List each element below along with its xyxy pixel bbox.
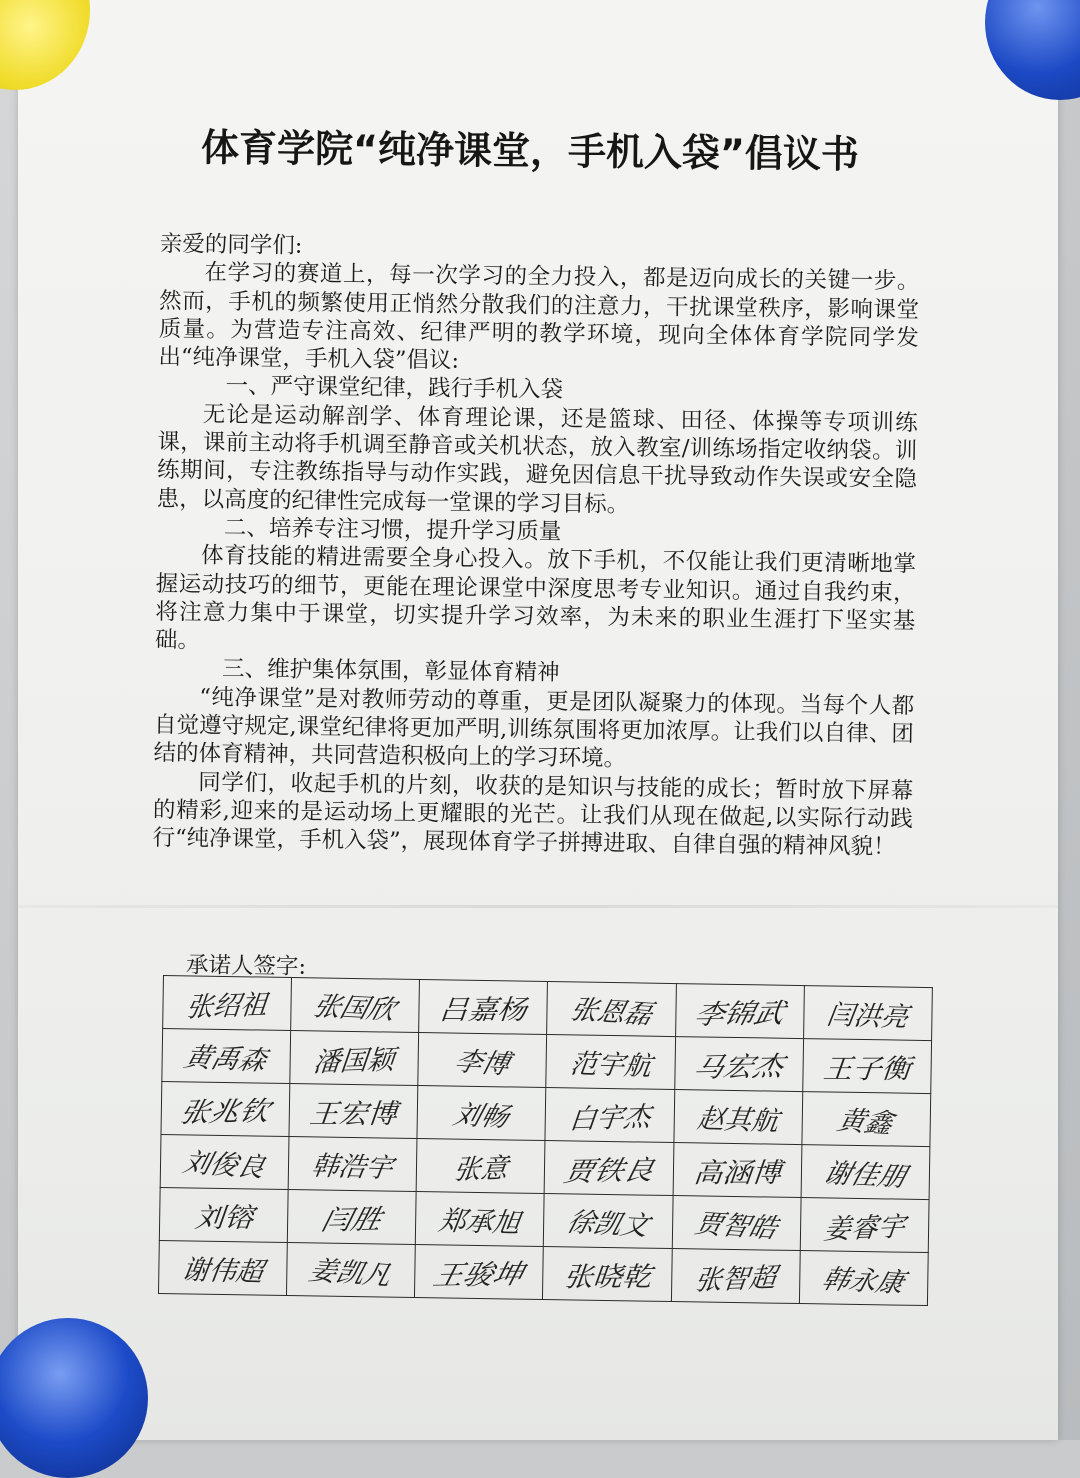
signature-row bbox=[158, 1240, 928, 1305]
handwritten-signature: 李博 bbox=[451, 1045, 513, 1081]
section-heading: 三、维护集体氛围，彰显体育精神 bbox=[221, 656, 560, 687]
closing-paragraph: 同学们，收起手机的片刻，收获的是知识与技能的成长；暂时放下屏幕的精彩,迎来的是运动场上更耀眼的光芒。让我们从现在做起,以实际行动践行“纯净课堂，手机入袋”，展现体育学子拼搏进取、自律自强的精神风貌！ bbox=[152, 769, 914, 861]
handwritten-signature: 张智超 bbox=[693, 1261, 778, 1297]
signature-cell bbox=[418, 1033, 547, 1088]
handwritten-signature: 张恩磊 bbox=[566, 993, 656, 1031]
signature-cell bbox=[545, 1141, 674, 1196]
signature-cell bbox=[160, 1134, 289, 1189]
signature-cell bbox=[544, 1194, 673, 1249]
signature-cell bbox=[419, 980, 548, 1035]
signature-cell bbox=[290, 1031, 419, 1086]
signature-cell bbox=[416, 1139, 545, 1194]
handwritten-signature: 王子衡 bbox=[821, 1053, 912, 1085]
handwritten-signature: 张绍祖 bbox=[184, 988, 269, 1024]
document-title: 体育学院“纯净课堂，手机入袋”倡议书 bbox=[200, 125, 860, 177]
signers-label: 承诺人签字: bbox=[185, 952, 307, 980]
handwritten-signature: 张意 bbox=[452, 1152, 510, 1186]
handwritten-signature: 郑承旭 bbox=[437, 1205, 523, 1239]
salutation: 亲爱的同学们: bbox=[159, 230, 303, 259]
handwritten-signature: 李锦武 bbox=[690, 997, 788, 1031]
signature-cell bbox=[674, 1090, 803, 1145]
handwritten-signature: 黄禹森 bbox=[181, 1041, 271, 1077]
signature-cell bbox=[288, 1137, 417, 1192]
signature-cell bbox=[162, 1029, 291, 1084]
handwritten-signature: 黄鑫 bbox=[834, 1104, 897, 1140]
section-paragraph: 无论是运动解剖学、体育理论课，还是篮球、田径、体操等专项训练课，课前主动将手机调至静音或关机状态，放入教室/训练场指定收纳袋。训练期间，专注教练指导与动作实践，避免因信息干扰导致动作失误或安全隐患，以高度的纪律性完成每一堂课的学习目标。 bbox=[156, 401, 918, 518]
intro-paragraph: 在学习的赛道上，每一次学习的全力投入，都是迈向成长的关键一步。然而，手机的频繁使用正悄然分散我们的注意力，干扰课堂秩序，影响课堂质量。为营造专注高效、纪律严明的教学环境，现向全体体育学院同学发出“纯净课堂，手机入袋”倡议: bbox=[158, 259, 920, 374]
handwritten-signature: 刘俊良 bbox=[179, 1146, 269, 1183]
signature-cell bbox=[547, 982, 676, 1037]
signature-cell bbox=[543, 1247, 672, 1302]
signature-cell bbox=[159, 1187, 288, 1242]
signature-cell bbox=[801, 1145, 930, 1200]
signature-cell bbox=[545, 1088, 674, 1143]
handwritten-signature: 姜凯凡 bbox=[306, 1254, 395, 1291]
handwritten-signature: 闫洪亮 bbox=[824, 999, 911, 1033]
signature-cell bbox=[546, 1035, 675, 1090]
signature-cell bbox=[803, 1039, 932, 1094]
signature-table bbox=[158, 975, 933, 1306]
signature-cell bbox=[287, 1189, 416, 1244]
signature-cell bbox=[291, 978, 420, 1033]
signature-cell bbox=[802, 1092, 931, 1147]
handwritten-signature: 张晓乾 bbox=[562, 1261, 653, 1293]
signature-cell bbox=[803, 986, 932, 1041]
handwritten-signature: 姜睿宇 bbox=[822, 1211, 907, 1246]
handwritten-signature: 刘畅 bbox=[449, 1099, 513, 1133]
section-paragraph: 体育技能的精进需要全身心投入。放下手机，不仅能让我们更清晰地掌握运动技巧的细节，更能在理论课堂中深度思考专业知识。通过自我约束，将注意力集中于课堂，切实提升学习效率，为未来的职业生涯打下坚实基础。 bbox=[154, 542, 917, 654]
signature-cell bbox=[415, 1245, 544, 1300]
handwritten-signature: 赵其航 bbox=[695, 1103, 781, 1137]
signature-cell bbox=[673, 1143, 802, 1198]
signature-cell bbox=[163, 976, 292, 1031]
signature-cell bbox=[675, 984, 804, 1039]
blue-magnet-icon bbox=[0, 1318, 148, 1478]
handwritten-signature: 刘镕 bbox=[193, 1202, 255, 1234]
signature-cell bbox=[416, 1192, 545, 1247]
signature-cell bbox=[799, 1251, 928, 1306]
handwritten-signature: 闫胜 bbox=[318, 1203, 385, 1237]
handwritten-signature: 张兆钦 bbox=[176, 1095, 273, 1129]
handwritten-signature: 贾铁良 bbox=[560, 1154, 657, 1188]
signature-cell bbox=[161, 1081, 290, 1136]
handwritten-signature: 徐凯文 bbox=[562, 1206, 652, 1242]
handwritten-signature: 王宏博 bbox=[308, 1098, 399, 1130]
handwritten-signature: 白宇杰 bbox=[567, 1100, 652, 1136]
handwritten-signature: 韩永康 bbox=[818, 1263, 908, 1299]
handwritten-signature: 马宏杰 bbox=[690, 1050, 787, 1084]
handwritten-signature: 王骏坤 bbox=[430, 1258, 527, 1292]
document-body bbox=[152, 230, 920, 862]
handwritten-signature: 贾智皓 bbox=[691, 1207, 780, 1245]
handwritten-signature: 韩浩宇 bbox=[309, 1150, 395, 1184]
paper-fold-crease bbox=[18, 905, 1058, 908]
handwritten-signature: 张国欣 bbox=[309, 990, 400, 1026]
handwritten-signature: 吕嘉杨 bbox=[438, 994, 529, 1026]
handwritten-signature: 谢佳朋 bbox=[820, 1157, 910, 1193]
section-paragraph: “纯净课堂”是对教师劳动的尊重，更是团队凝聚力的体现。当每个人都自觉遵守规定,课堂纪律将更加严明,训练氛围将更加浓厚。让我们以自律、团结的体育精神，共同营造积极向上的学习环境。 bbox=[153, 684, 915, 773]
signature-cell bbox=[672, 1196, 801, 1251]
signature-cell bbox=[289, 1084, 418, 1139]
handwritten-signature: 高涵博 bbox=[691, 1157, 783, 1189]
section-heading: 二、培养专注习惯，提升学习质量 bbox=[223, 514, 562, 545]
handwritten-signature: 谢伟超 bbox=[179, 1254, 266, 1288]
signature-cell bbox=[158, 1240, 287, 1295]
signature-cell bbox=[417, 1086, 546, 1141]
signature-cell bbox=[287, 1242, 416, 1297]
handwritten-signature: 范宇航 bbox=[567, 1048, 653, 1082]
signature-cell bbox=[800, 1198, 929, 1253]
signature-cell bbox=[671, 1249, 800, 1304]
handwritten-signature: 潘国颖 bbox=[312, 1043, 397, 1079]
signature-cell bbox=[674, 1037, 803, 1092]
section-heading: 一、严守课堂纪律，践行手机入袋 bbox=[225, 373, 564, 404]
